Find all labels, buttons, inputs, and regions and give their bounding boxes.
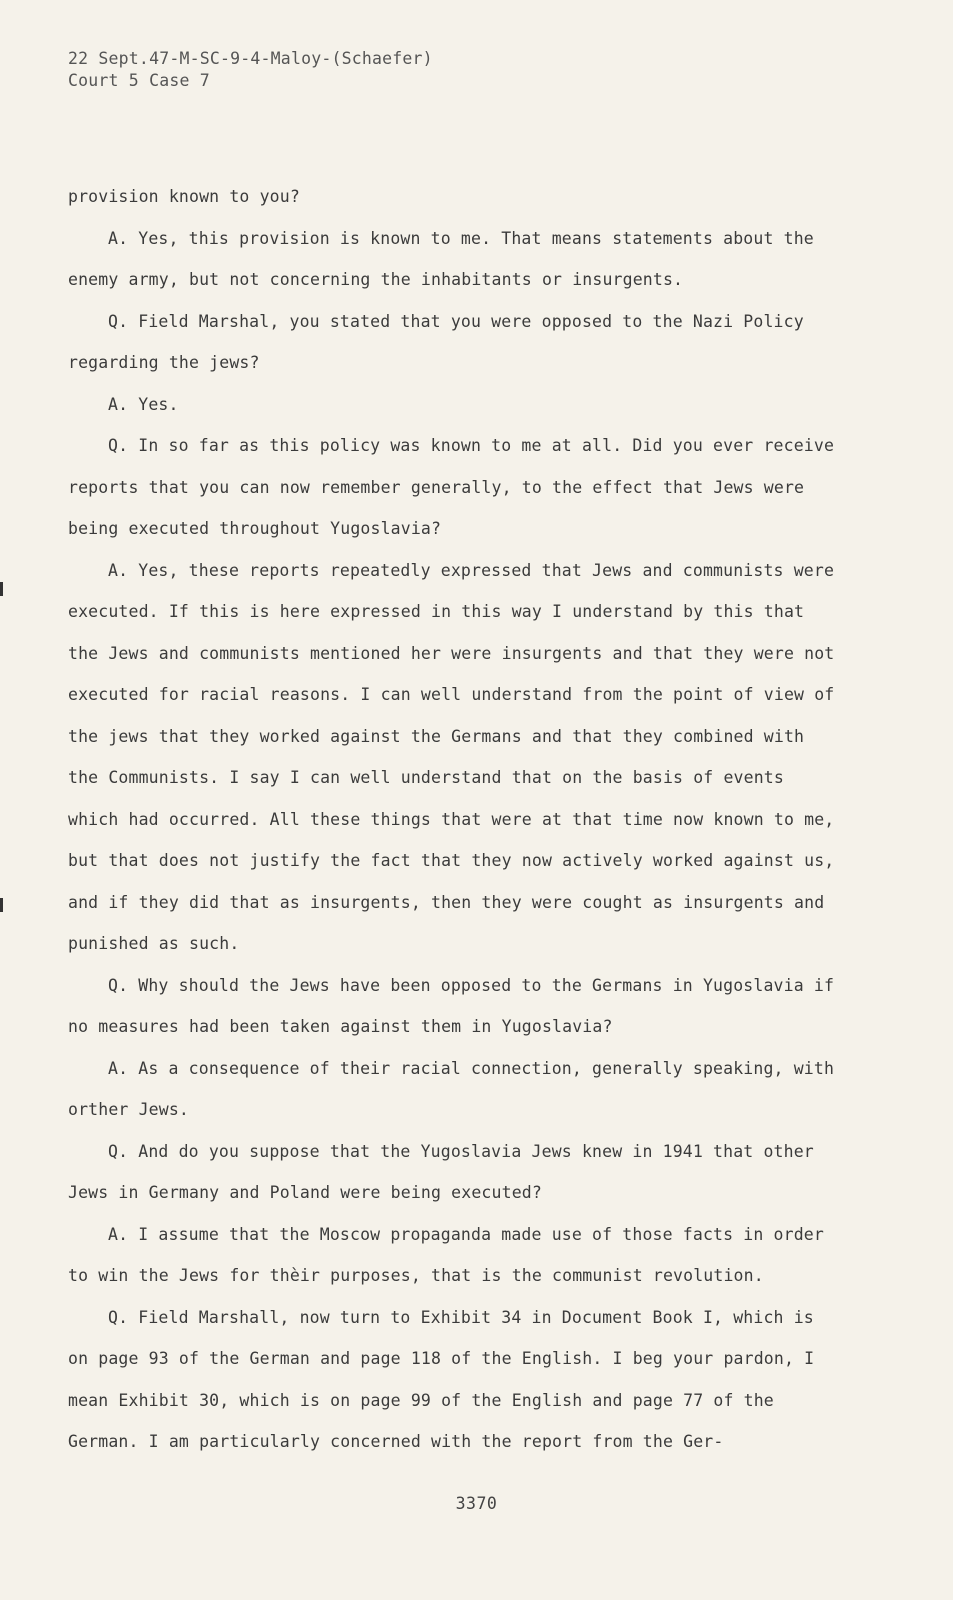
- transcript-body: [68, 176, 838, 1463]
- margin-tick-mark: [0, 582, 3, 596]
- transcript-paragraph: A. As a consequence of their racial connection, generally speaking, with orther Jews.: [68, 1058, 835, 1119]
- transcript-paragraph: A. Yes.: [108, 394, 179, 414]
- header-court-line: Court 5 Case 7: [68, 71, 210, 90]
- transcript-paragraph: Q. In so far as this policy was known to me at all. Did you ever receive reports that you can now remember generally, to the effect that Jews were being executed throughout Yugoslavia?: [68, 436, 835, 538]
- transcript-paragraph: Q. And do you suppose that the Yugoslavia Jews knew in 1941 that other Jews in Germany and Poland were being executed?: [68, 1141, 814, 1202]
- margin-tick-mark: [0, 898, 3, 912]
- transcript-paragraph: A. Yes, these reports repeatedly expressed that Jews and communists were executed. If this is here expressed in this way I understand by this that the Jews and communists mentioned her were insurgents and that they were not executed for racial reasons. I can well understand from the point of view of the jews that they worked against the Germans and that they combined with the Communists. I say I can well understand that on the basis of events which had occurred. All these things that were at that time now known to me, but that does not justify the fact that they now actively worked against us, and if they did that as insurgents, then they were cought as insurgents and punished as such.: [68, 560, 835, 953]
- transcript-paragraph: Q. Why should the Jews have been opposed to the Germans in Yugoslavia if no measures had been taken against them in Yugoslavia?: [68, 975, 835, 1036]
- header-reference-line: 22 Sept.47-M-SC-9-4-Maloy-(Schaefer): [68, 49, 433, 68]
- transcript-paragraph: A. I assume that the Moscow propaganda made use of those facts in order to win the Jews for thèir purposes, that is the communist revolution.: [68, 1224, 824, 1285]
- page-number: 3370: [455, 1494, 498, 1513]
- document-header: [68, 48, 433, 92]
- transcript-paragraph: provision known to you?: [68, 187, 300, 206]
- transcript-paragraph: Q. Field Marshal, you stated that you were opposed to the Nazi Policy regarding the jews?: [68, 311, 804, 372]
- transcript-paragraph: Q. Field Marshall, now turn to Exhibit 34 in Document Book I, which is on page 93 of the German and page 118 of the English. I beg your pardon, I mean Exhibit 30, which is on page 99 of the English and page 77 of the German. I am particularly concerned with the report from the Ger-: [68, 1307, 815, 1451]
- transcript-paragraph: A. Yes, this provision is known to me. That means statements about the enemy army, but not concerning the inhabitants or insurgents.: [68, 228, 814, 289]
